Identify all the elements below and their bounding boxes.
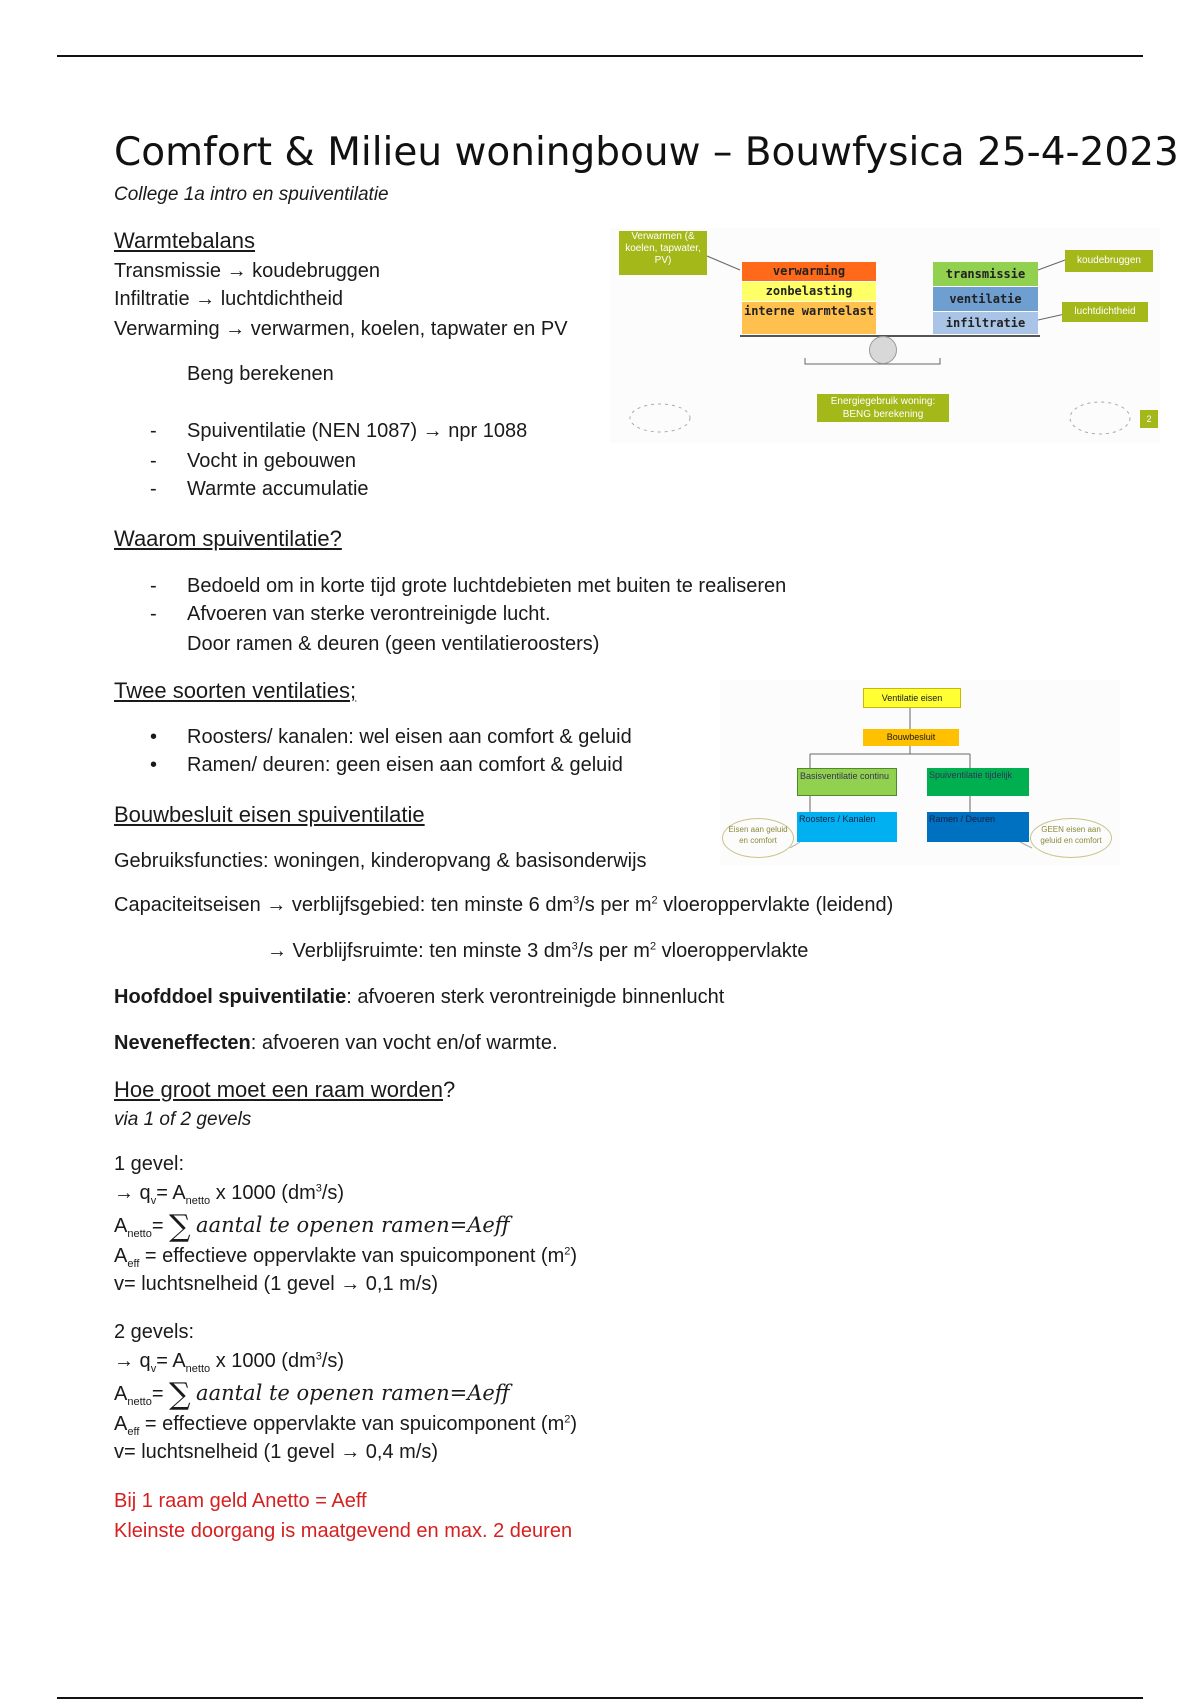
- raam-heading: Hoe groot moet een raam worden?: [114, 1077, 456, 1102]
- section-label: 1 gevel:: [114, 1153, 185, 1175]
- v-line: v= luchtsnelheid (1 gevel → 0,1 m/s): [114, 1273, 439, 1295]
- qv-formula: → $q_v= A_{netto}$ x 1000 $(dm^3/s)$: [114, 1350, 345, 1375]
- warmtebalans-line: Transmissie → koudebruggen: [114, 260, 381, 282]
- node-ramen: Ramen / Deuren: [927, 812, 1029, 842]
- node-basisventilatie: Basisventilatie continu: [797, 768, 897, 796]
- node-spuiventilatie: Spuiventilatie tijdelijk: [927, 768, 1029, 796]
- block-transmissie: transmissie: [933, 262, 1038, 286]
- subtitle: College 1a intro en spuiventilatie: [114, 184, 389, 205]
- pivot-circle: [869, 336, 897, 364]
- luchtdichtheid-note: luchtdichtheid: [1062, 302, 1148, 322]
- warmtebalans-heading: Warmtebalans: [114, 228, 256, 253]
- anetto-formula: $A_{netto}=$ ∑ aantal te openen ramen=Aeff: [114, 1209, 510, 1244]
- anetto-formula: $A_{netto}=$ ∑ aantal te openen ramen=Aeff: [114, 1377, 510, 1412]
- node-ventilatie-eisen: Ventilatie eisen: [863, 688, 961, 708]
- aeff-line: $A_{eff}$ = effectieve oppervlakte van spuicomponent $(m^2)$: [114, 1413, 578, 1438]
- warmtebalans-line: Verwarming → verwarmen, koelen, tapwater en PV: [114, 318, 568, 340]
- ventilatie-diagram: [720, 680, 1120, 865]
- slide-number: 2: [1140, 410, 1158, 428]
- beng-text: Beng berekenen: [187, 363, 334, 385]
- block-interne-warmtelast: interne warmtelast: [742, 302, 876, 334]
- node-roosters: Roosters / Kanalen: [797, 812, 897, 842]
- via-gevels: via 1 of 2 gevels: [114, 1109, 252, 1130]
- section-label: 2 gevels:: [114, 1321, 195, 1343]
- block-zonbelasting: zonbelasting: [742, 282, 876, 301]
- energy-note: Energiegebruik woning: BENG berekening: [817, 394, 949, 422]
- hoofddoel: Hoofddoel spuiventilatie: afvoeren sterk verontreinigde binnenlucht: [114, 986, 725, 1008]
- warmtebalans-line: Infiltratie → luchtdichtheid: [114, 288, 344, 310]
- block-ventilatie: ventilatie: [933, 287, 1038, 311]
- note-eisen-geluid: Eisen aan geluid en comfort: [722, 818, 794, 858]
- block-infiltratie: infiltratie: [933, 312, 1038, 334]
- red-note-1: Bij 1 raam geld Anetto = Aeff: [114, 1490, 367, 1512]
- capaciteitseisen-1: Capaciteitseisen → verblijfsgebied: ten minste 6 $dm^3/s$ per $m^2$ vloeroppervlakte (leidend): [114, 894, 894, 916]
- warmtebalans-diagram: [610, 228, 1160, 443]
- red-note-2: Kleinste doorgang is maatgevend en max. 2 deuren: [114, 1520, 573, 1542]
- soorten-heading: Twee soorten ventilaties;: [114, 678, 357, 703]
- qv-formula: → $q_v= A_{netto}$ x 1000 $(dm^3/s)$: [114, 1182, 345, 1207]
- neveneffecten: Neveneffecten: afvoeren van vocht en/of warmte.: [114, 1032, 558, 1054]
- waarom-heading: Waarom spuiventilatie?: [114, 526, 342, 551]
- v-line: v= luchtsnelheid (1 gevel → 0,4 m/s): [114, 1441, 439, 1463]
- waarom-extra: Door ramen & deuren (geen ventilatieroosters): [187, 633, 600, 655]
- top-rule: [57, 55, 1143, 57]
- aeff-line: $A_{eff}$ = effectieve oppervlakte van spuicomponent $(m^2)$: [114, 1245, 578, 1270]
- gebruiksfuncties: Gebruiksfuncties: woningen, kinderopvang & basisonderwijs: [114, 850, 647, 872]
- note-geen-eisen: GEEN eisen aan geluid en comfort: [1030, 818, 1112, 858]
- verwarmen-note: Verwarmen (& koelen, tapwater, PV): [619, 231, 707, 275]
- koudebruggen-note: koudebruggen: [1065, 250, 1153, 272]
- capaciteitseisen-2: → Verblijfsruimte: ten minste 3 $dm^3/s$ per $m^2$ vloeroppervlakte: [267, 940, 809, 962]
- bottom-rule: [57, 1697, 1143, 1699]
- node-bouwbesluit: Bouwbesluit: [863, 729, 959, 746]
- block-verwarming: verwarming: [742, 262, 876, 281]
- page-title: Comfort & Milieu woningbouw – Bouwfysica 25-4-2023: [114, 130, 1179, 175]
- bouwbesluit-heading: Bouwbesluit eisen spuiventilatie: [114, 802, 425, 827]
